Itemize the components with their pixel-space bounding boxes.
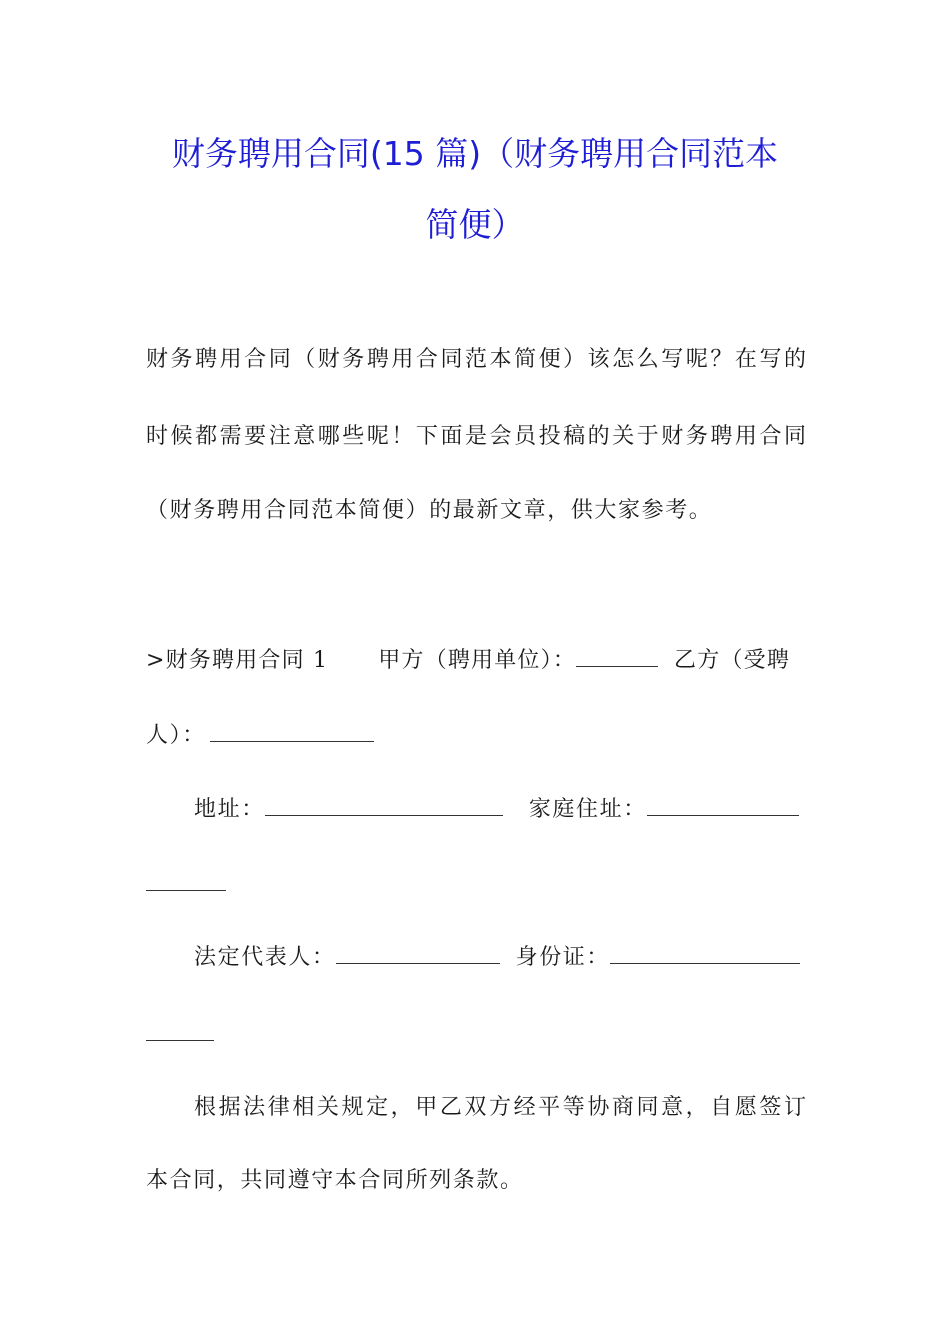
party-a-blank xyxy=(576,646,658,667)
legal-rep-label: 法定代表人： xyxy=(194,945,336,970)
legal-rep-line xyxy=(194,943,806,972)
document-title-line-2: 简便） xyxy=(425,205,525,244)
id-card-blank-cont xyxy=(146,1040,214,1041)
party-a-label: 甲方（聘用单位）： xyxy=(378,648,577,673)
contract-heading: >财务聘用合同 1 xyxy=(146,648,329,673)
intro-line-3: （财务聘用合同范本简便）的最新文章，供大家参考。 xyxy=(146,498,713,523)
para1-line-1: 根据法律相关规定，甲乙双方经平等协商同意，自愿签订 xyxy=(194,1095,806,1120)
legal-rep-blank xyxy=(336,943,500,964)
document-title-line-1: 财务聘用合同(15 篇)（财务聘用合同范本 xyxy=(171,134,779,173)
party-line xyxy=(146,646,806,675)
address-line xyxy=(194,795,806,824)
para1-line-2: 本合同，共同遵守本合同所列条款。 xyxy=(146,1168,524,1193)
party-b-label-cont: 人）： xyxy=(146,723,206,748)
home-address-blank xyxy=(647,795,799,816)
party-b-blank xyxy=(210,721,374,742)
address-label: 地址： xyxy=(194,797,265,822)
id-card-blank xyxy=(610,943,800,964)
home-address-blank-cont xyxy=(146,890,226,891)
home-address-label: 家庭住址： xyxy=(528,797,647,822)
id-card-label: 身份证： xyxy=(515,945,611,970)
intro-line-1: 财务聘用合同（财务聘用合同范本简便）该怎么写呢？在写的 xyxy=(146,347,806,372)
party-b-label: 乙方（受聘 xyxy=(674,648,791,673)
address-blank xyxy=(265,795,503,816)
party-b-line xyxy=(146,721,806,750)
intro-line-2: 时候都需要注意哪些呢！下面是会员投稿的关于财务聘用合同 xyxy=(146,424,806,449)
